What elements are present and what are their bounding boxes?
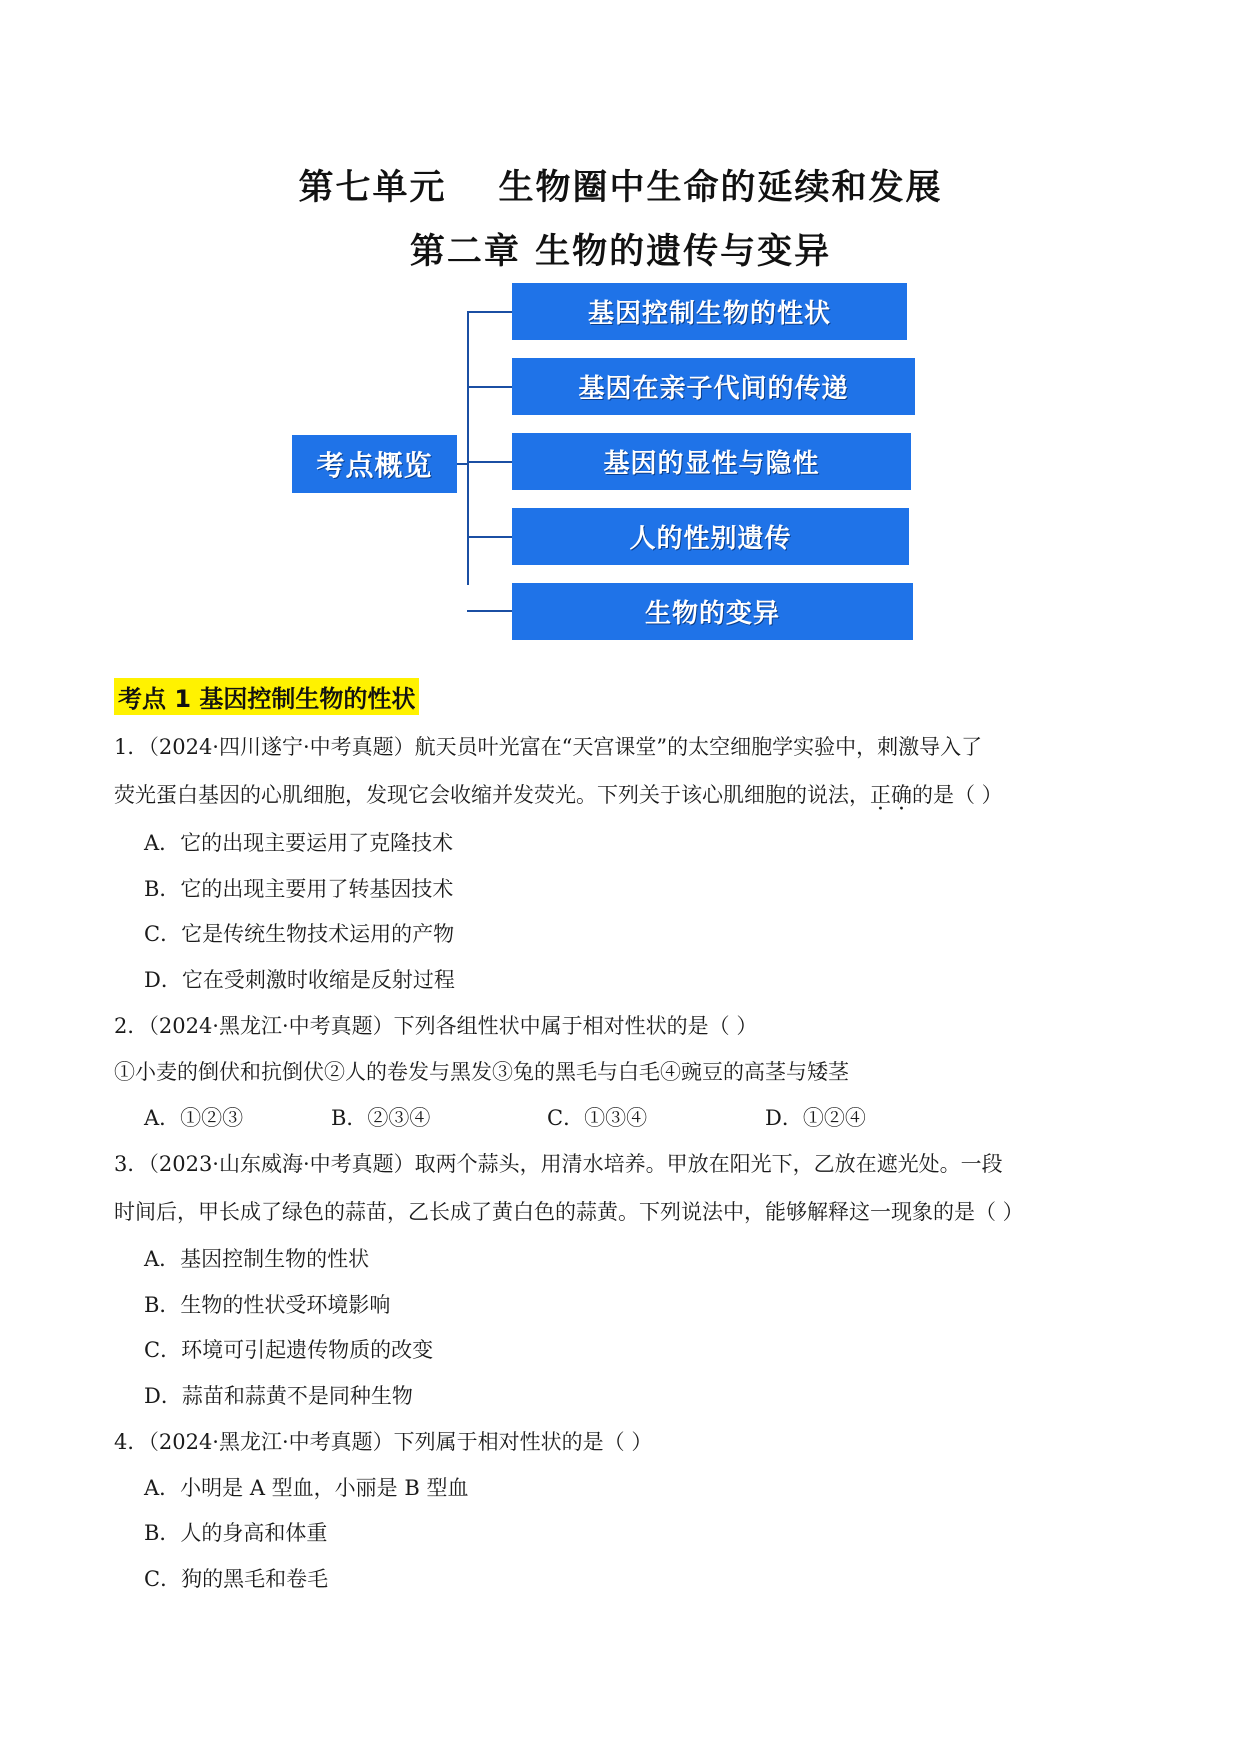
q3-option-a: A．基因控制生物的性状 (144, 1247, 370, 1271)
q2-option-d: D．①②④ (765, 1106, 866, 1130)
q1-option-b: B．它的出现主要用了转基因技术 (144, 877, 454, 901)
connector-branch-3 (467, 461, 512, 463)
connector-branch-2 (467, 386, 512, 388)
q1-stem-line2 (114, 779, 1003, 809)
overview-item-4: 人的性别遗传 (512, 508, 909, 565)
section-heading: 考点 1 基因控制生物的性状 (114, 678, 419, 715)
q4-option-a: A．小明是 A 型血，小丽是 B 型血 (144, 1476, 469, 1500)
q3-option-b: B．生物的性状受环境影响 (144, 1293, 391, 1317)
q2-stem-line1: 2．（2024·黑龙江·中考真题）下列各组性状中属于相对性状的是（ ） (114, 1014, 758, 1038)
q2-option-c: C．①③④ (547, 1106, 648, 1130)
overview-root-box: 考点概览 (292, 435, 457, 493)
connector-branch-5 (467, 610, 512, 612)
connector-branch-1 (467, 311, 512, 313)
q1-option-c: C．它是传统生物技术运用的产物 (144, 922, 455, 946)
q3-stem-line2: 时间后，甲长成了绿色的蒜苗，乙长成了黄白色的蒜黄。下列说法中，能够解释这一现象的是（ ） (114, 1200, 1024, 1224)
overview-item-2: 基因在亲子代间的传递 (512, 358, 915, 415)
connector-branch-4 (467, 536, 512, 538)
q1-option-d: D．它在受刺激时收缩是反射过程 (144, 968, 455, 992)
q2-option-b: B．②③④ (331, 1106, 431, 1130)
q1-stem-line2-post: 的是（ ） (912, 783, 1003, 807)
unit-label: 第七单元 (298, 168, 447, 208)
connector-vertical (467, 311, 469, 585)
unit-subtitle: 生物圈中生命的延续和发展 (498, 168, 943, 208)
q1-emphasis-2: 确 (891, 783, 912, 807)
overview-item-5: 生物的变异 (512, 583, 913, 640)
q4-option-b: B．人的身高和体重 (144, 1521, 328, 1545)
overview-diagram (292, 281, 932, 651)
q1-emphasis-1: 正 (870, 783, 891, 807)
q2-stem-line2: ①小麦的倒伏和抗倒伏②人的卷发与黑发③兔的黑毛与白毛④豌豆的高茎与矮茎 (114, 1060, 849, 1084)
q1-stem-line1: 1．（2024·四川遂宁·中考真题）航天员叶光富在“天宫课堂”的太空细胞学实验中，刺激导入了 (114, 735, 983, 759)
overview-item-1: 基因控制生物的性状 (512, 283, 907, 340)
q3-stem-line1: 3．（2023·山东威海·中考真题）取两个蒜头，用清水培养。甲放在阳光下，乙放在遮光处。一段 (114, 1152, 1003, 1176)
q2-option-a: A．①②③ (144, 1106, 244, 1130)
q4-option-c: C．狗的黑毛和卷毛 (144, 1567, 329, 1591)
q4-stem-line1: 4．（2024·黑龙江·中考真题）下列属于相对性状的是（ ） (114, 1430, 653, 1454)
q1-option-a: A．它的出现主要运用了克隆技术 (144, 831, 454, 855)
chapter-title: 第二章 生物的遗传与变异 (409, 232, 832, 272)
q3-option-d: D．蒜苗和蒜黄不是同种生物 (144, 1384, 413, 1408)
q1-stem-line2-pre: 荧光蛋白基因的心肌细胞，发现它会收缩并发荧光。下列关于该心肌细胞的说法， (114, 783, 870, 807)
overview-item-3: 基因的显性与隐性 (512, 433, 911, 490)
unit-title (0, 160, 1241, 210)
q3-option-c: C．环境可引起遗传物质的改变 (144, 1338, 434, 1362)
